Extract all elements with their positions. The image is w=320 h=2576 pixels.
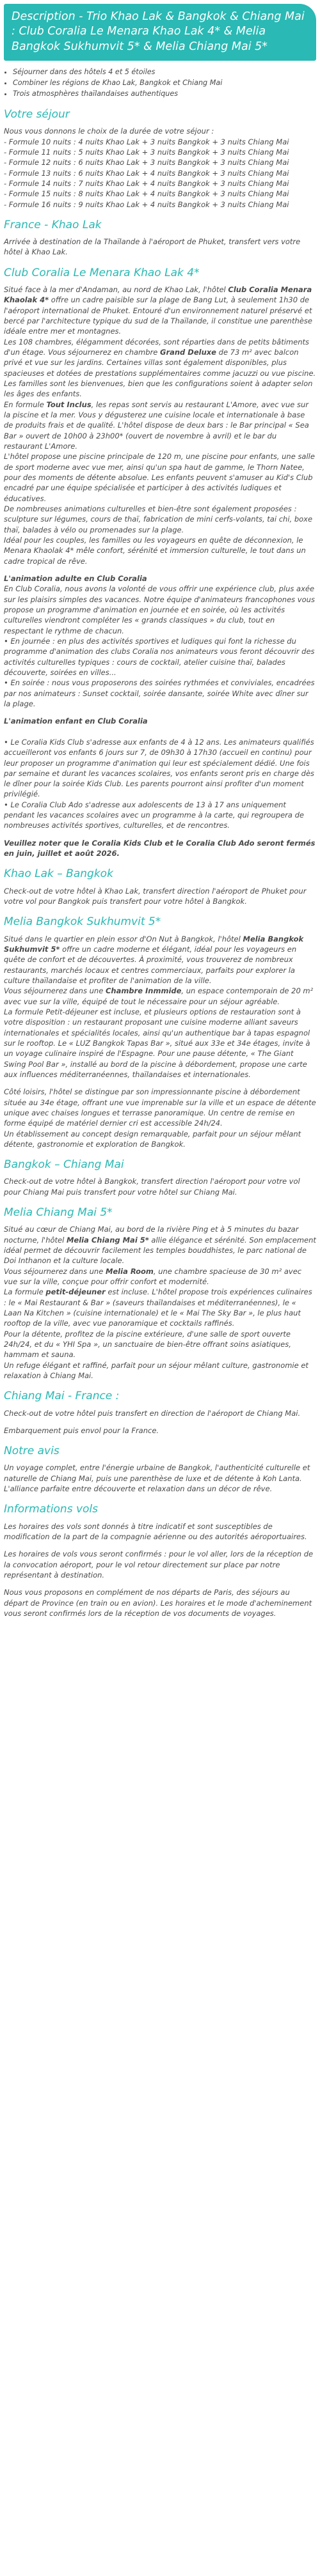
chiangmai-france-text: Embarquement puis envol pour la France.	[4, 1425, 159, 1435]
board-type: petit-déjeuner	[45, 1287, 106, 1297]
highlights-list	[4, 67, 316, 99]
text-span: La formule	[4, 1287, 46, 1297]
section-heading-chiangmai-france: Chiang Mai - France :	[4, 1390, 120, 1403]
section-heading-melia-chiangmai: Melia Chiang Mai 5*	[4, 1206, 113, 1220]
text-span: Situé au cœur de Chiang Mai, au bord de la rivière Ping et à 5 minutes du bazar nocturne, l'hôtel	[4, 1225, 299, 1245]
text-span: De nombreuses animations culturelles et bien-être sont également proposées : sculpture sur légumes, cours de thaï, fabrication de mini cerfs-volants, tai chi, boxe thaï, balades à vélo ou promenades sur la plage.	[4, 504, 313, 534]
note-text: Veuillez noter que le Coralia Kids Club et le Coralia Club Ado seront fermés en juin, juillet et août 2026.	[4, 838, 316, 858]
text-span: est incluse. L'hôtel propose trois expériences culinaires : le « Mai Restaurant & Bar » (saveurs thaïlandaises et méditerranéennes), le « Laan Na Kitchen » (cuisine internationale) et le « Mai The Sky Bar », le plus haut rooftop de la ville, avec vue panoramique et cocktails raffinés.	[4, 1287, 312, 1328]
hotel-name: Club Coralia Menara Khaolak 4*	[4, 285, 312, 305]
hotel-name: Melia Bangkok Sukhumvit 5*	[4, 934, 304, 954]
text-span: Idéal pour les couples, les familles ou les voyageurs en quête de déconnexion, le Menara Khaolak 4* mêle confort, sérénité et immersion culturelle, le tout dans un cadre tropical de rêve.	[4, 535, 306, 566]
animation-enfant-block	[4, 716, 316, 831]
text-span: Situé dans le quartier en plein essor d'On Nut à Bangkok, l'hôtel	[4, 934, 243, 943]
section-heading-khaolak-bangkok: Khao Lak – Bangkok	[4, 867, 113, 881]
text-span: Un refuge élégant et raffiné, parfait pour un séjour mêlant culture, gastronomie et relaxation à Chiang Mai.	[4, 1360, 308, 1380]
section-heading-informations-vols: Informations vols	[4, 1503, 99, 1516]
section-heading-notre-avis: Notre avis	[4, 1445, 60, 1458]
infos-vols-text: Les horaires de vols vous seront confirmés : pour le vol aller, lors de la réception de la convocation aéroport, pour le vol retour directement sur place par notre représentant à destination.	[4, 1549, 314, 1579]
text-span: • Le Coralia Club Ado s'adresse aux adolescents de 13 à 17 ans uniquement pendant les vacances scolaires avec un programme à la carte, qui regroupera de nombreuses activités sportives, culturelles, et de rencontres.	[4, 800, 304, 830]
melia-bangkok-description	[4, 934, 316, 1080]
room-type: Melia Room	[105, 1266, 154, 1276]
notre-avis-text: Un voyage complet, entre l'énergie urbaine de Bangkok, l'authenticité culturelle et naturelle de Chiang Mai, puis une parenthèse de luxe et de détente à Koh Lanta. L'alliance parfaite entre découverte et relaxation dans un décor de rêve.	[4, 1463, 310, 1494]
chiangmai-france-text: Check-out de votre hôtel puis transfert en direction de l'aéroport de Chiang Mai.	[4, 1408, 301, 1418]
text-span: Pour la détente, profitez de la piscine extérieure, d'une salle de sport ouverte 24h/24, et du « YHI Spa », un sanctuaire de bien-être offrant soins asiatiques, hammam et sauna.	[4, 1329, 291, 1360]
highlight-item: • Trois atmosphères thaïlandaises authentiques	[13, 89, 316, 99]
animation-adulte-block	[4, 573, 316, 709]
club-coralia-description	[4, 284, 316, 566]
bangkok-chiangmai-text: Check-out de votre hôtel à Bangkok, transfert direction l'aéroport pour votre vol pour Chiang Mai puis transfert pour votre hôtel sur Chiang Mai.	[4, 1177, 300, 1197]
subheading-animation-enfant: L'animation enfant en Club Coralia	[4, 717, 148, 726]
text-span: , un espace contemporain de 20 m² avec vue sur la ville, équipé de tout le nécessaire pour un séjour agréable.	[4, 986, 314, 1006]
formula-line: - Formule 16 nuits : 9 nuits Khao Lak + 4 nuits Bangkok + 3 nuits Chiang Mai	[4, 199, 289, 209]
text-span: • Le Coralia Kids Club s'adresse aux enfants de 4 à 12 ans. Les animateurs qualifiés accueilleront vos enfants 6 jours sur 7, de 09h30 à 17h30 (accueil en continu) pour leur proposer un programme d'animation qui leur est spécialement dédié. Une fois par semaine et durant les vacances scolaires, vos enfants seront pris en charge dès le dîner pour la soirée Kids Club. Les parents pourront ainsi profiter d'un moment privilégié.	[4, 737, 315, 799]
text-span: Les 108 chambres, élégamment décorées, sont réparties dans de petits bâtiments d'un étage. Vous séjournerez en chambre	[4, 337, 309, 357]
subheading-animation-adulte: L'animation adulte en Club Coralia	[4, 573, 147, 583]
text-span: La formule Petit-déjeuner est incluse, et plusieurs options de restauration sont à votre disposition : un restaurant proposant une cuisine moderne alliant saveurs internationales et spécialités locales, ainsi qu'un authentique bar à tapas espagnol sur le rooftop. Le « LUZ Bangkok Tapas Bar », situé aux 33e et 34e étages, invite à un voyage culinaire inspiré de l'Espagne. Pour une pause détente, « The Giant Swing Pool Bar », installé au bord de la piscine à débordement, propose une carte aux influences méditerranéennes, thaïlandaises et internationales.	[4, 1007, 310, 1079]
text-span: Vous séjournerez dans une	[4, 1266, 106, 1276]
infos-vols-text: Nous vous proposons en complément de nos départs de Paris, des séjours au départ de Province (en train ou en avion). Les horaires et le mode d'acheminement vous seront confirmés lors de la réception de vos documents de voyages.	[4, 1588, 312, 1618]
section-heading-bangkok-chiangmai: Bangkok – Chiang Mai	[4, 1158, 124, 1172]
formula-line: - Formule 15 nuits : 8 nuits Khao Lak + 4 nuits Bangkok + 3 nuits Chiang Mai	[4, 189, 289, 199]
title-banner	[4, 4, 316, 61]
text-span: offre un cadre paisible sur la plage de Bang Lut, à seulement 1h30 de l'aéroport international de Phuket. Entouré d'un environnement naturel préservé et bercé par l'architecture typique du sud de la Thaïlande, il constitue une parenthèse idéale entre mer et montagnes.	[4, 295, 312, 336]
highlight-item: • Séjourner dans des hôtels 4 et 5 étoiles	[13, 67, 316, 77]
section-heading-france-khaolak: France - Khao Lak	[4, 218, 102, 231]
text-span: de 73 m² avec balcon privé et vue sur les jardins. Certaines villas sont également disponibles, plus spacieuses et dotées de prestations supplémentaires comme jacuzzi ou vue piscine. Les familles sont les bienvenues, bien que les configurations soient à adapter selon les âges des enfants.	[4, 348, 316, 399]
text-span: • En journée : en plus des activités sportives et ludiques qui font la richesse du programme d'animation des clubs Coralia nos animateurs vous feront découvrir des activités culturelles typiques : cours de cocktail, atelier cuisine thaï, balades découverte, soirées en villes...	[4, 636, 315, 677]
khaolak-bangkok-text: Check-out de votre hôtel à Khao Lak, transfert direction l'aéroport de Phuket pour votre vol pour Bangkok puis transfert pour votre hôtel à Bangkok.	[4, 886, 307, 906]
formula-line: - Formule 10 nuits : 4 nuits Khao Lak + 3 nuits Bangkok + 3 nuits Chiang Mai	[4, 137, 289, 146]
formula-line: - Formule 14 nuits : 7 nuits Khao Lak + 4 nuits Bangkok + 3 nuits Chiang Mai	[4, 178, 289, 188]
text-span: , les repas sont servis au restaurant L'Amore, avec vue sur la piscine et la mer. Vous y dégusterez une cuisine locale et internationale à base de produits frais et de qualité. L'hôtel dispose de deux bars : le Bar principal « Sea Bar » ouvert de 10h00 à 23h00* (ouvert de novembre à avril) et le bar du restaurant L'Amore.	[4, 400, 309, 451]
highlight-item: • Combiner les régions de Khao Lak, Bangkok et Chiang Mai	[13, 78, 316, 88]
text-span: L'hôtel propose une piscine principale de 120 m, une piscine pour enfants, une salle de sport moderne avec vue mer, ainsi qu'un spa haut de gamme, le Thorn Natee, pour des moments de détente absolue. Les enfants peuvent s'amuser au Kid's Club encadré par une équipe spécialisée et participer à des activités ludiques et éducatives.	[4, 452, 315, 503]
sejour-formulas	[4, 126, 316, 210]
text-span: allie élégance et sérénité. Son emplacement idéal permet de découvrir facilement les temples bouddhistes, le parc national de Doi Inthanon et la culture locale.	[4, 1235, 316, 1266]
kids-club-note	[4, 838, 316, 859]
room-type: Grand Deluxe	[160, 348, 216, 357]
board-type: Tout Inclus	[46, 400, 92, 409]
melia-bangkok-leisure	[4, 1087, 316, 1149]
text-span: , une chambre spacieuse de 30 m² avec vue sur la ville, conçue pour offrir confort et modernité.	[4, 1266, 302, 1286]
text-span: Un établissement au concept design remarquable, parfait pour un séjour mêlant détente, gastronomie et exploration de Bangkok.	[4, 1129, 301, 1149]
text-span: offre un cadre moderne et élégant, idéal pour les voyageurs en quête de confort et de découvertes. À proximité, vous trouverez de nombreux restaurants, marchés locaux et centres commerciaux, parfaits pour explorer la culture thaïlandaise et profiter de l'animation de la ville.	[4, 944, 297, 985]
hotel-name: Melia Chiang Mai 5*	[66, 1235, 149, 1245]
text-span: En Club Coralia, nous avons la volonté de vous offrir une expérience club, plus axée sur les plaisirs simples des vacances. Notre équipe d'animateurs francophones vous propose un programme d'animation en journée et en soirée, où les activités culturelles viendront compléter les « grands classiques » du club, tout en respectant le rythme de chacun.	[4, 584, 315, 635]
text-span: En formule	[4, 400, 47, 409]
melia-chiangmai-description	[4, 1224, 316, 1381]
section-heading-melia-bangkok: Melia Bangkok Sukhumvit 5*	[4, 915, 161, 929]
text-span: Côté loisirs, l'hôtel se distingue par son impressionnante piscine à débordement située au 34e étage, offrant une vue imprenable sur la ville et un espace de détente unique avec chaises longues et terrasse panoramique. Un centre de remise en forme équipé de matériel dernier cri est accessible 24h/24.	[4, 1087, 316, 1128]
room-type: Chambre Inmmide	[105, 986, 182, 996]
page-title: Description - Trio Khao Lak & Bangkok & Chiang Mai : Club Coralia Le Menara Khao Lak 4* & Melia Bangkok Sukhumvit 5* & Melia Chiang Mai 5*	[12, 10, 305, 53]
section-heading-votre-sejour: Votre séjour	[4, 108, 70, 121]
formula-line: - Formule 13 nuits : 6 nuits Khao Lak + 4 nuits Bangkok + 3 nuits Chiang Mai	[4, 168, 289, 178]
formula-line: - Formule 12 nuits : 6 nuits Khao Lak + 3 nuits Bangkok + 3 nuits Chiang Mai	[4, 158, 289, 167]
section-heading-club-coralia: Club Coralia Le Menara Khao Lak 4*	[4, 266, 200, 279]
text-span: Situé face à la mer d'Andaman, au nord de Khao Lak, l'hôtel	[4, 285, 228, 295]
text-span: Vous séjournerez dans une	[4, 986, 106, 996]
formula-line: - Formule 11 nuits : 5 nuits Khao Lak + 3 nuits Bangkok + 3 nuits Chiang Mai	[4, 147, 289, 157]
infos-vols-text: Les horaires des vols sont donnés à titre indicatif et sont susceptibles de modification de la part de la compagnie aérienne ou des autorités aéroportuaires.	[4, 1521, 307, 1541]
france-khaolak-text: Arrivée à destination de la Thaïlande à l'aéroport de Phuket, transfert vers votre hôtel à Khao Lak.	[4, 237, 301, 257]
text-span: • En soirée : nous vous proposerons des soirées rythmées et conviviales, encadrées par nos animateurs : Sunset cocktail, soirée dansante, soirée White avec dîner sur la plage.	[4, 678, 315, 708]
sejour-intro: Nous vous donnons le choix de la durée de votre séjour :	[4, 127, 214, 136]
